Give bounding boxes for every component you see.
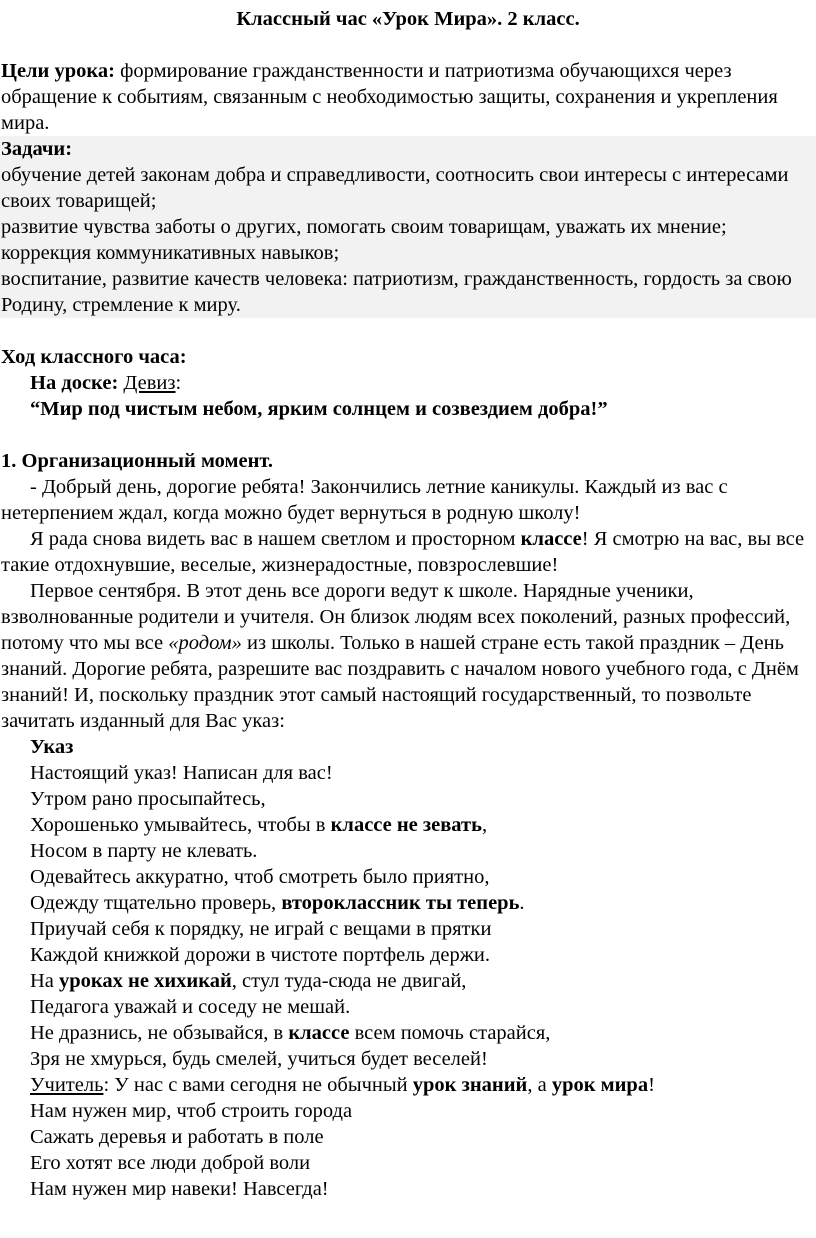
poem-line: Его хотят все люди доброй воли (30, 1152, 311, 1174)
poem-line: Нам нужен мир навеки! Навсегда! (30, 1178, 329, 1200)
document-title: Классный час «Урок Мира». 2 класс. (236, 8, 580, 30)
decree-line: Не дразнись, не обзывайся, в классе всем помочь старайся, (30, 1022, 551, 1044)
board-label: На доске: (30, 372, 119, 394)
decree-line: Хорошенько умывайтесь, чтобы в классе не зевать, (30, 814, 488, 836)
decree-line: Настоящий указ! Написан для вас! (30, 762, 333, 784)
decree-line: Утром рано просыпайтесь, (30, 788, 266, 810)
decree-line: Одевайтесь аккуратно, чтоб смотреть было приятно, (30, 866, 490, 888)
decree-title: Указ (30, 736, 74, 758)
task-item: коррекция коммуникативных навыков; (1, 242, 340, 264)
paragraph-greeting: - Добрый день, дорогие ребята! Закончились летние каникулы. Каждый из вас с нетерпением ждал, когда можно будет вернуться в родную школу! (1, 476, 728, 524)
poem-line: Нам нужен мир, чтоб строить города (30, 1100, 353, 1122)
teacher-label: Учитель (30, 1074, 104, 1096)
goals-text: формирование гражданственности и патриотизма обучающихся через обращение к событиям, связанным с необходимостью защиты, сохранения и укрепления мира. (1, 60, 778, 134)
task-item: обучение детей законам добра и справедливости, соотносить свои интересы с интересами своих товарищей; (1, 164, 789, 212)
task-item: развитие чувства заботы о других, помогать своим товарищам, уважать их мнение; (1, 216, 727, 238)
motto: “Мир под чистым небом, ярким солнцем и созвездием добра!” (30, 398, 608, 420)
teacher-line: Учитель: У нас с вами сегодня не обычный урок знаний, а урок мира! (30, 1074, 655, 1096)
task-item: воспитание, развитие качеств человека: патриотизм, гражданственность, гордость за свою Родину, стремление к миру. (1, 268, 792, 316)
goals-label: Цели урока: (1, 60, 115, 82)
motto-label: Девиз (123, 372, 176, 394)
paragraph-september: Первое сентября. В этот день все дороги ведут к школе. Нарядные ученики, взволнованные родители и учителя. Он близок людям всех поколений, разных профессий, потому что мы все «родом» из школы. Только в нашей стране есть такой праздник – День знаний. Дорогие ребята, разрешите вас поздравить с началом нового учебного года, с Днём знаний! И, поскольку праздник этот самый настоящий государственный, то позвольте зачитать изданный для Вас указ: (1, 580, 799, 732)
decree-line: На уроках не хихикай, стул туда-сюда не двигай, (30, 970, 467, 992)
tasks-label: Задачи: (1, 138, 73, 160)
decree-line: Приучай себя к порядку, не играй с вещами в прятки (30, 918, 492, 940)
decree-line: Педагога уважай и соседу не мешай. (30, 996, 351, 1018)
spacer (0, 318, 816, 344)
paragraph-classroom: Я рада снова видеть вас в нашем светлом и просторном классе! Я смотрю на вас, вы все такие отдохнувшие, веселые, жизнерадостные, повзрослевшие! (1, 528, 805, 576)
poem-line: Сажать деревья и работать в поле (30, 1126, 324, 1148)
spacer (0, 32, 816, 58)
board-line: На доске: Девиз: (30, 372, 182, 394)
decree-line: Одежду тщательно проверь, второклассник ты теперь. (30, 892, 525, 914)
course-heading: Ход классного часа: (1, 346, 187, 368)
decree-line: Носом в парту не клевать. (30, 840, 258, 862)
decree-line: Зря не хмурься, будь смелей, учиться будет веселей! (30, 1048, 488, 1070)
lesson-goals (0, 58, 816, 136)
decree-line: Каждой книжкой дорожи в чистоте портфель держи. (30, 944, 491, 966)
tasks-block (0, 136, 816, 318)
spacer (0, 422, 816, 448)
section-heading: 1. Организационный момент. (1, 450, 274, 472)
